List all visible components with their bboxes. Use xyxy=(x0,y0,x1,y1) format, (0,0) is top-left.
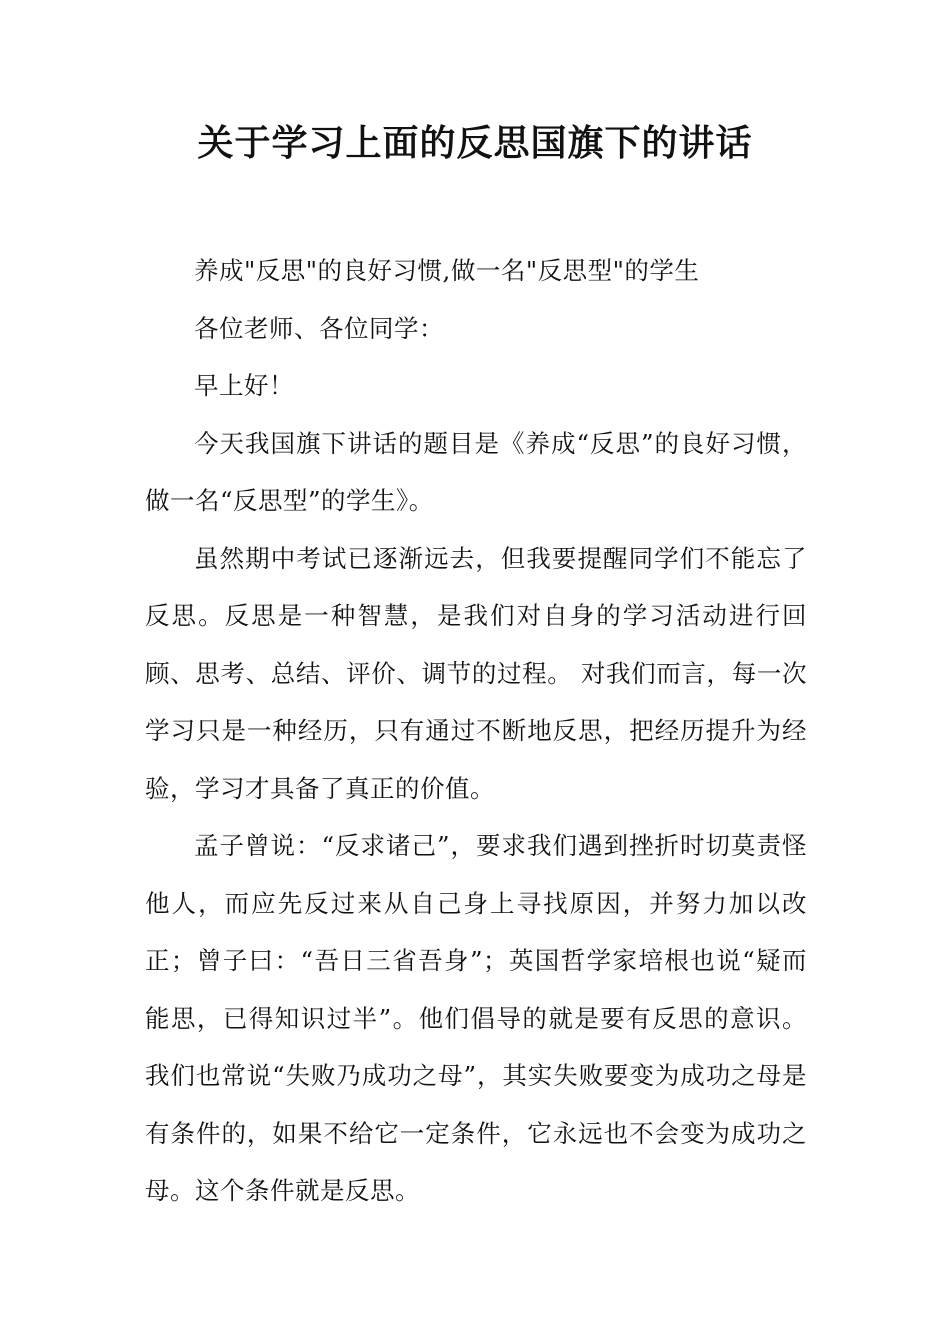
paragraph-subtitle: 养成"反思"的良好习惯,做一名"反思型"的学生 xyxy=(194,256,700,285)
paragraph-greeting: 早上好！ xyxy=(194,371,294,400)
document-title: 关于学习上面的反思国旗下的讲话 xyxy=(197,123,753,164)
paragraph-quotes: 孟子曾说：“反求诸己”，要求我们遇到挫折时切莫责怪他人，而应先反过来从自己身上寻找原因，并努力加以改正；曾子曰：“吾日三省吾身”；英国哲学家培根也说“疑而能思，已得知识过半”。他们倡导的就是要有反思的意识。我们也常说“失败乃成功之母”，其实失败要变为成功之母是有条件的，如果不给它一定条件，它永远也不会变为成功之母。这个条件就是反思。 xyxy=(145,831,807,1205)
document-body xyxy=(145,242,807,1220)
paragraph-reflection: 虽然期中考试已逐渐远去，但我要提醒同学们不能忘了反思。反思是一种智慧，是我们对自身的学习活动进行回顾、思考、总结、评价、调节的过程。 对我们而言，每一次学习只是一种经历，只有通过不断地反思，把经历提升为经验，学习才具备了真正的价值。 xyxy=(145,543,807,803)
paragraph-salutation: 各位老师、各位同学： xyxy=(194,313,444,343)
paragraph-topic: 今天我国旗下讲话的题目是《养成“反思”的良好习惯，做一名“反思型”的学生》。 xyxy=(145,428,807,515)
